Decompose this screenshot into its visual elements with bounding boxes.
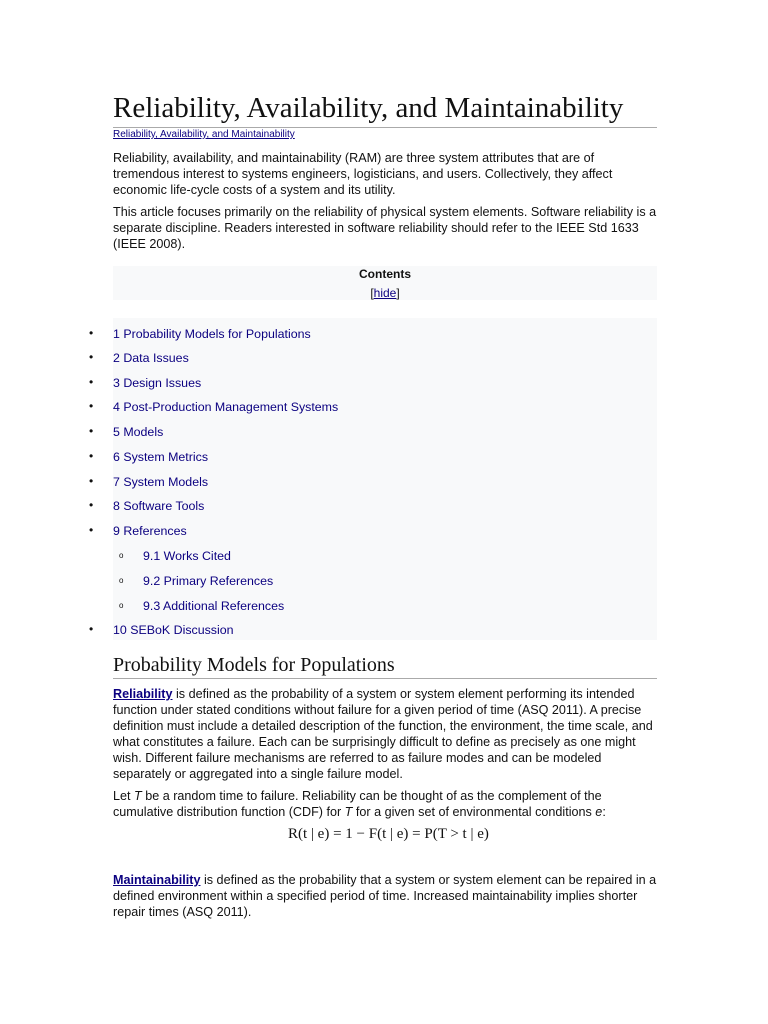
toc-item-2[interactable]: 2 Data Issues [113,351,189,365]
bullet-icon: • [89,449,94,463]
cdf-text-a: Let [113,789,135,803]
circle-bullet-icon: o [119,601,124,610]
bullet-icon: • [89,424,94,438]
toc-hide-link[interactable]: hide [373,286,397,300]
breadcrumb-link[interactable]: Reliability, Availability, and Maintainability [113,129,295,140]
var-T: T [134,789,142,803]
toc-header [113,266,657,300]
bullet-icon: • [89,498,94,512]
toc-item-3[interactable]: 3 Design Issues [113,376,202,390]
toc-item-5[interactable]: 5 Models [113,425,164,439]
var-e: e [595,805,603,819]
toc-item-6[interactable]: 6 System Metrics [113,450,209,464]
toc-item-7[interactable]: 7 System Models [113,475,209,489]
cdf-text-c: for a given set of environmental conditions [352,805,596,819]
toc-subitem-9-3[interactable]: 9.3 Additional References [143,599,285,613]
circle-bullet-icon: o [119,576,124,585]
toc-hide-close-bracket: ] [396,286,400,300]
var-T: T [344,805,353,819]
reliability-formula: R(t | e) = 1 − F(t | e) = P(T > t | e) [288,826,489,842]
circle-bullet-icon: o [119,551,124,560]
bullet-icon: • [89,399,94,413]
bullet-icon: • [89,622,94,636]
reliability-link[interactable]: Reliability [113,687,173,701]
bullet-icon: • [89,350,94,364]
intro-paragraph-2: This article focuses primarily on the reliability of physical system elements. Software reliability is a separate discipline. Readers interested in software reliability should refer to the IEEE Std 1633 (IEEE 2008). [113,205,657,251]
toc-hide-toggle [113,286,657,300]
reliability-text: is defined as the probability of a system or system element performing its intended function under stated conditions without failure for a given period of time (ASQ 2011). A precise definition must include a detailed description of the function, the environment, the time scale, and what constitutes a failure. Each can be surprisingly difficult to define as precisely as one might wish. Different failure mechanisms are referred to as failure modes and can be modeled separately or aggregated into a single failure model. [113,687,653,781]
toc-item-9[interactable]: 9 References [113,524,187,538]
bullet-icon: • [89,375,94,389]
maintainability-text: is defined as the probability that a system or system element can be repaired in a defined environment within a specified period of time. Increased maintainability implies shorter repair times (ASQ 2011). [113,873,657,919]
intro-paragraph-1: Reliability, availability, and maintainability (RAM) are three system attributes that are of tremendous interest to systems engineers, logisticians, and users. Collectively, they affect economic life-cycle costs of a system and its utility. [113,151,613,197]
toc-item-10[interactable]: 10 SEBoK Discussion [113,623,234,637]
toc-subitem-9-2[interactable]: 9.2 Primary References [143,574,274,588]
toc-title: Contents [359,267,411,281]
toc-hide-open-bracket: [ [370,286,374,300]
bullet-icon: • [89,474,94,488]
cdf-paragraph [113,788,657,820]
maintainability-paragraph [113,872,657,920]
maintainability-link[interactable]: Maintainability [113,873,201,887]
cdf-text-d: : [602,805,606,819]
page-title: Reliability, Availability, and Maintainability [113,90,657,128]
section-heading: Probability Models for Populations [113,653,657,679]
toc-subitem-9-1[interactable]: 9.1 Works Cited [143,549,231,563]
toc-item-8[interactable]: 8 Software Tools [113,499,205,513]
reliability-paragraph [113,686,657,782]
bullet-icon: • [89,523,94,537]
bullet-icon: • [89,326,94,340]
cdf-text-b: be a random time to failure. Reliability can be thought of as the complement of the cumulative distribution function (CDF) for [113,789,602,819]
toc-item-4[interactable]: 4 Post-Production Management Systems [113,400,339,414]
toc-item-1[interactable]: 1 Probability Models for Populations [113,327,311,341]
